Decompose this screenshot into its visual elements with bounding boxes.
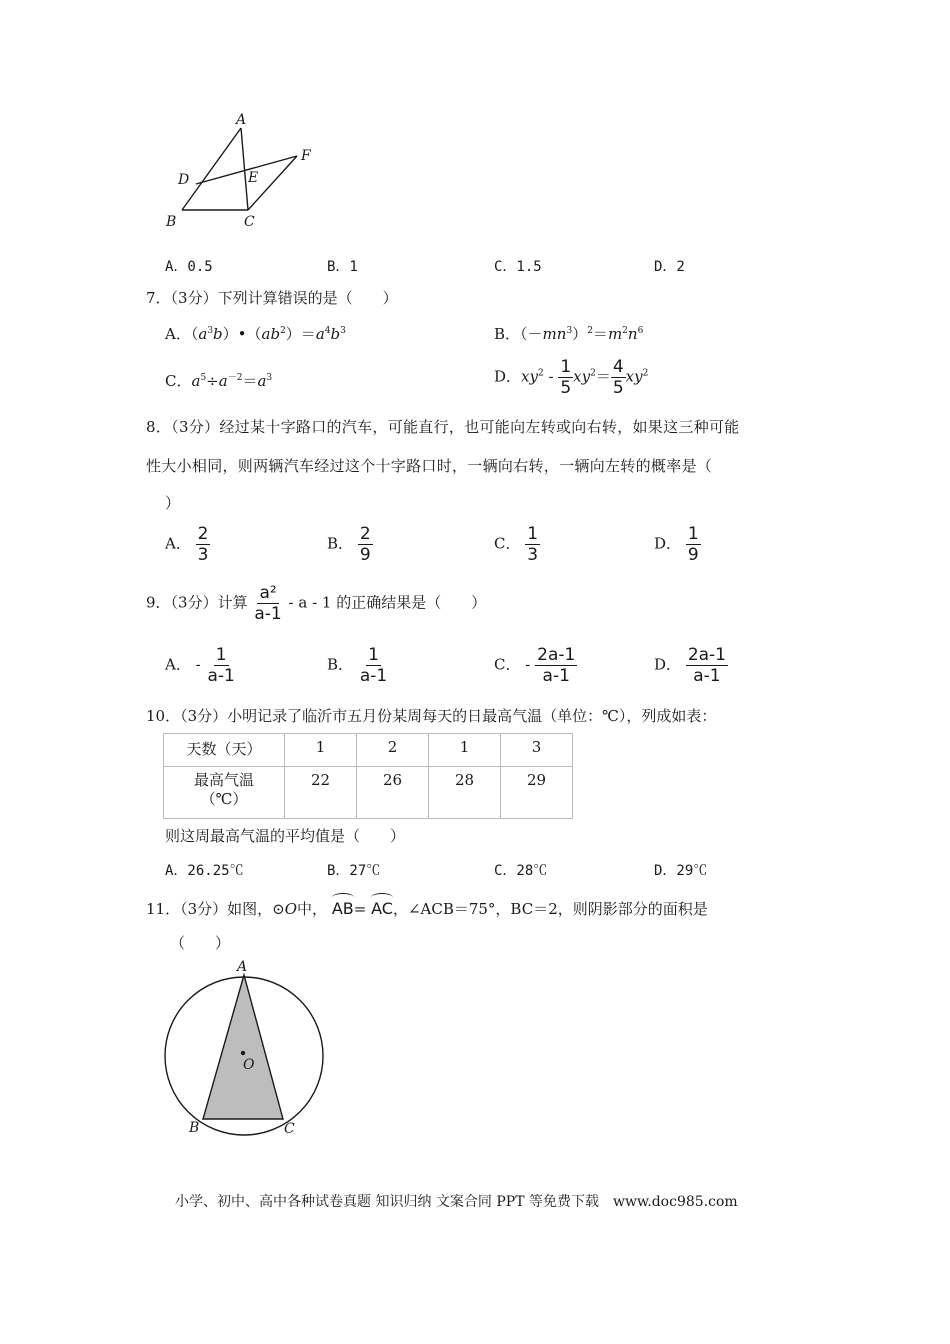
q8-option-b-label: B． <box>327 534 354 553</box>
q8-stem-line3: ） <box>165 494 181 512</box>
label-o: O <box>243 1057 255 1073</box>
label-a: A <box>236 112 247 128</box>
table-cell: 3 <box>501 734 573 767</box>
table-cell: 1 <box>285 734 357 767</box>
q7-option-d: D．$xy^2$ - $\frac{1}{5}$ $xy^2=$ $\frac{4}{5}$ $xy^2$ <box>494 357 649 398</box>
q8-stem-line1: 8．（3分）经过某十字路口的汽车，可能直行，也可能向左转或向右转，如果这三种可能 <box>146 418 740 436</box>
q9-option-c-label: C． <box>494 655 521 674</box>
q10-question: 则这周最高气温的平均值是（ ） <box>165 827 406 845</box>
equals-sign: = <box>353 900 367 918</box>
table-cell: 26 <box>357 767 429 819</box>
label-e: E <box>248 170 259 186</box>
q9-option-a <box>165 646 237 685</box>
q10-stem: 10．（3分）小明记录了临沂市五月份某周每天的日最高气温（单位：℃），列成如表： <box>146 707 717 725</box>
q11-condition: ，∠ACB＝75°，BC＝2，则阴影部分的面积是 <box>392 900 708 918</box>
table-cell: 29 <box>501 767 573 819</box>
shaded-triangle <box>203 975 283 1119</box>
q10-option-b: B．27℃ <box>327 863 381 879</box>
sign: - <box>525 655 531 674</box>
segment-ac <box>241 128 248 210</box>
q6-option-b: B．1 <box>327 259 358 275</box>
label-d: D <box>178 172 190 188</box>
q6-option-d: D．2 <box>654 259 685 275</box>
q7-option-a-label: A． <box>165 325 191 343</box>
table-cell: 1 <box>429 734 501 767</box>
label-b: B <box>166 214 177 230</box>
arc-ab: AB <box>332 895 354 918</box>
q8-option-b <box>327 525 373 564</box>
q7-option-b: B．$(-mn^3)^2=m^2n^6$ <box>494 325 644 343</box>
q11-mid: 中， <box>297 900 328 918</box>
geometry-figure-triangle <box>160 110 330 235</box>
table-row <box>164 767 573 819</box>
sign: - <box>195 655 201 674</box>
q8-option-d-label: D． <box>654 534 682 553</box>
q7-stem: 7．（3分）下列计算错误的是（ ） <box>146 289 398 307</box>
q9-option-d-label: D． <box>654 655 682 674</box>
page-footer: 小学、初中、高中各种试卷真题 知识归纳 文案合同 PPT 等免费下载 www.doc985.com <box>175 1194 738 1210</box>
q11-stem <box>146 895 708 919</box>
q8-option-a <box>165 525 210 564</box>
fraction: $\frac{2a-1}{a-1}$ <box>687 645 726 686</box>
fraction: $\frac{4}{5}$ <box>612 357 624 398</box>
fraction: $\frac{1}{9}$ <box>687 524 699 565</box>
table-cell: 28 <box>429 767 501 819</box>
q7-option-d-label: D． <box>494 367 522 386</box>
q10-option-d: D．29℃ <box>654 863 708 879</box>
table-cell: 22 <box>285 767 357 819</box>
circle-triangle-figure <box>155 955 335 1145</box>
q8-stem-line2: 性大小相同，则两辆汽车经过这个十字路口时，一辆向右转，一辆向左转的概率是（ <box>146 457 713 475</box>
q11-paren: （ ） <box>170 934 231 952</box>
temperature-table <box>163 733 573 819</box>
q9-option-d <box>654 646 728 685</box>
q8-option-c <box>494 525 540 564</box>
q8-option-d <box>654 525 701 564</box>
fraction: $\frac{2}{3}$ <box>197 524 209 565</box>
q6-option-a: A．0.5 <box>165 259 213 275</box>
center-point <box>241 1051 245 1055</box>
fraction: $\frac{1}{a-1}$ <box>359 645 388 686</box>
q10-option-c: C．28℃ <box>494 863 548 879</box>
arc-ac: AC <box>371 895 393 918</box>
q9-option-a-label: A． <box>165 655 191 674</box>
q8-option-a-label: A． <box>165 534 191 553</box>
q6-option-c: C．1.5 <box>494 259 542 275</box>
table-row <box>164 734 573 767</box>
q7-option-c: C．$a^5\div a^{-2}=a^3$ <box>165 372 273 390</box>
q8-option-c-label: C． <box>494 534 521 553</box>
label-c: C <box>284 1121 295 1137</box>
q9-option-b <box>327 646 389 685</box>
label-a: A <box>237 959 248 975</box>
fraction: $\frac{2a-1}{a-1}$ <box>537 645 576 686</box>
fraction: $\frac{\text{a²}}{a-1}$ <box>254 583 282 624</box>
table-cell: 2 <box>357 734 429 767</box>
q11-prefix: 11．（3分）如图，⊙ <box>146 900 285 918</box>
row-header-temp: 最高气温（℃） <box>164 767 285 819</box>
fraction: $\frac{1}{3}$ <box>527 524 539 565</box>
segment-ab <box>182 128 241 210</box>
q7-option-c-label: C． <box>165 372 192 390</box>
q10-option-a: A．26.25℃ <box>165 863 244 879</box>
fraction: $\frac{1}{5}$ <box>560 357 572 398</box>
circle-name: O <box>284 900 298 918</box>
q9-option-b-label: B． <box>327 655 354 674</box>
q7-option-a: A．$(a^3b)•(ab^2)=a^4b^3$ <box>165 325 346 343</box>
q9-option-c <box>494 646 577 685</box>
q9-prefix: 9．（3分）计算 <box>146 593 248 612</box>
label-f: F <box>301 148 311 164</box>
q7-option-b-label: B． <box>494 325 521 343</box>
fraction: $\frac{2}{9}$ <box>359 524 371 565</box>
q9-suffix: - a - 1 的正确结果是（ ） <box>288 593 487 612</box>
q9-stem <box>146 584 486 623</box>
fraction: $\frac{1}{a-1}$ <box>207 645 235 686</box>
label-b: B <box>189 1120 200 1136</box>
row-header-days: 天数（天） <box>164 734 285 767</box>
label-c: C <box>244 214 255 230</box>
